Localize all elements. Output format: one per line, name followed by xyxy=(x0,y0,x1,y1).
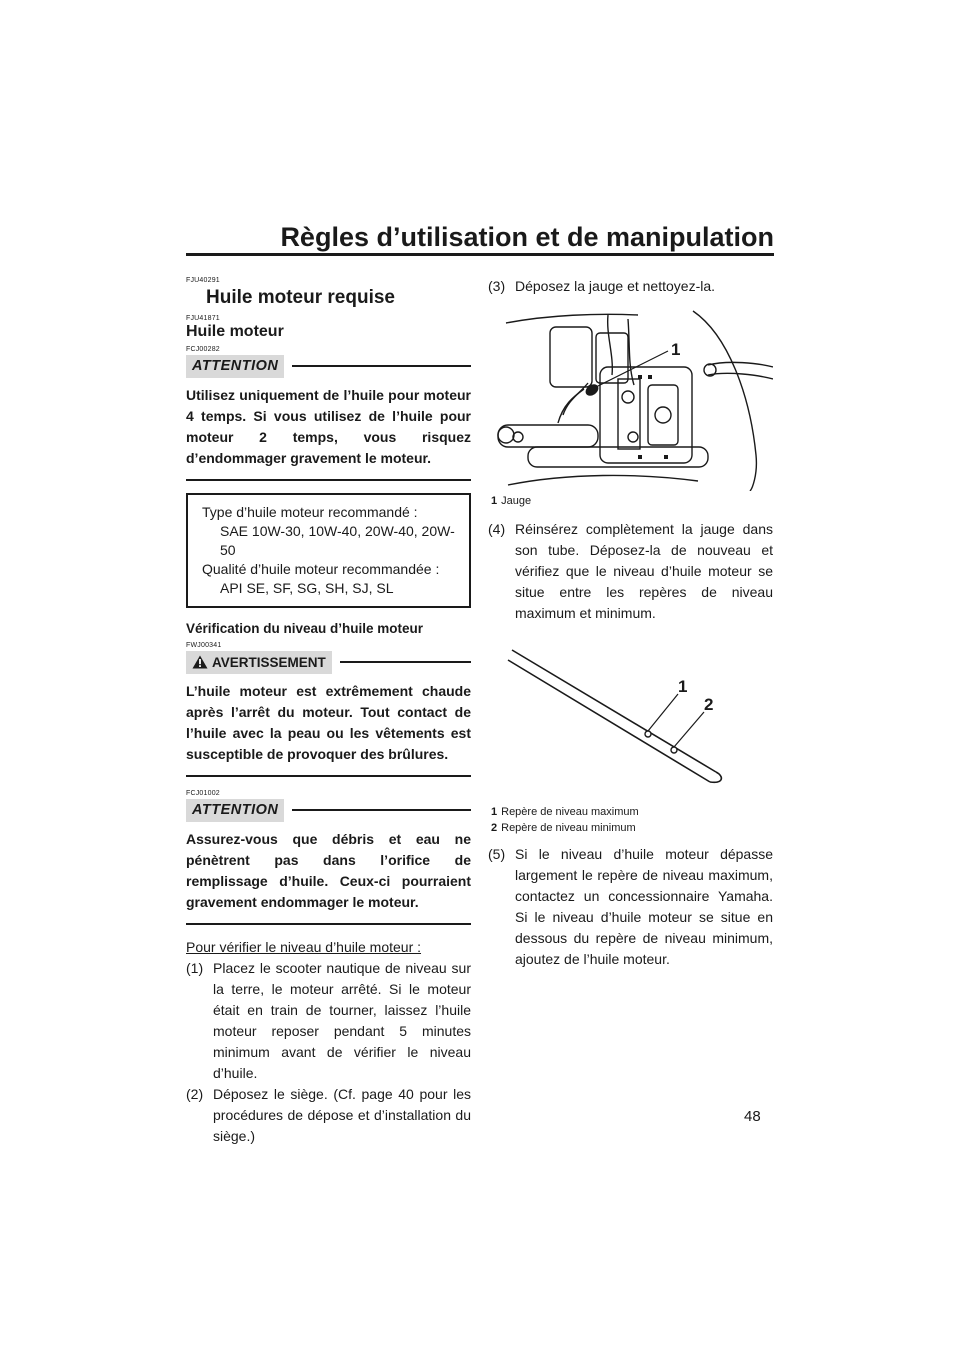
section-title: Huile moteur requise xyxy=(206,287,395,308)
callout-number: 2 xyxy=(704,695,714,714)
warning-text: L’huile moteur est extrêmement chaude après l’arrêt du moteur. Tout contact de l’huile avec la peau ou les vêtements est susceptible de provoquer des brûlures. xyxy=(186,683,471,762)
ref-code: FJU40291 xyxy=(186,277,220,284)
attention-label: ATTENTION xyxy=(186,355,284,378)
header-rule xyxy=(186,253,774,256)
dipstick-location-figure xyxy=(488,305,773,491)
step-item: (1) Placez le scooter nautique de niveau sur la terre, le moteur arrêté. Si le moteur était en train de tourner, laissez l’huile moteur reposer pendant 5 minutes minimum avant de vérifier le niveau d’huile. xyxy=(186,960,471,1081)
attention-label: ATTENTION xyxy=(186,799,284,822)
attention-box xyxy=(186,799,471,925)
ref-code: FJU41871 xyxy=(186,315,220,322)
step-item: (2) Déposez le siège. (Cf. page 40 pour les procédures de dépose et d’installation du siège.) xyxy=(186,1086,471,1144)
callout-number: 1 xyxy=(678,677,688,696)
oil-quality-value: API SE, SF, SG, SH, SJ, SL xyxy=(220,580,394,596)
warning-box xyxy=(186,651,471,777)
callout-number: 1 xyxy=(671,340,681,359)
step-item: (4) Réinsérez complètement la jauge dans son tube. Déposez-la de nouveau et vérifiez que le niveau d’huile moteur se situe entre les repères de niveau maximum et minimum. xyxy=(488,521,773,621)
attention-text: Utilisez uniquement de l’huile pour moteur 4 temps. Si vous utilisez de l’huile pour moteur 2 temps, vous risquez d’endommager gravement le moteur. xyxy=(186,387,471,466)
procedure-title: Pour vérifier le niveau d’huile moteur : xyxy=(186,939,422,955)
ref-code: FCJ01002 xyxy=(186,790,220,797)
oil-type-value: SAE 10W-30, 10W-40, 20W-40, 20W-50 xyxy=(220,523,455,558)
attention-box xyxy=(186,355,471,481)
page-number: 48 xyxy=(744,1108,761,1125)
oil-spec-box xyxy=(186,493,471,608)
warning-triangle-icon xyxy=(192,655,208,669)
dipstick-illustration xyxy=(488,632,773,802)
subsection-title: Huile moteur xyxy=(186,323,284,340)
dipstick-marks-figure xyxy=(488,632,773,802)
oil-type-label: Type d’huile moteur recommandé : xyxy=(202,504,418,520)
figure-caption: 1 Jauge xyxy=(491,495,532,507)
figure-caption: 1 Repère de niveau maximum 2 Repère de niveau minimum xyxy=(491,806,639,834)
step-item: (5) Si le niveau d’huile moteur dépasse largement le repère de niveau maximum, contactez un concessionnaire Yamaha. Si le niveau d’huile moteur se situe en dessous du repère de niveau minimum, ajoutez de l’huile moteur. xyxy=(488,846,773,967)
left-column xyxy=(186,276,471,1147)
ref-code: FCJ00282 xyxy=(186,346,220,353)
check-title: Vérification du niveau d’huile moteur xyxy=(186,621,424,636)
engine-illustration xyxy=(488,305,773,491)
step-item: (3) Déposez la jauge et nettoyez-la. xyxy=(488,278,716,294)
ref-code: FWJ00341 xyxy=(186,642,222,649)
page-title: Règles d’utilisation et de manipulation xyxy=(280,222,774,252)
right-column xyxy=(488,276,773,970)
warning-label: AVERTISSEMENT xyxy=(186,651,332,674)
oil-quality-label: Qualité d’huile moteur recommandée : xyxy=(202,561,440,577)
attention-text: Assurez-vous que débris et eau ne pénètrent pas dans l’orifice de remplissage d’huile. Ceux-ci pourraient gravement endommager le moteur. xyxy=(186,831,471,910)
